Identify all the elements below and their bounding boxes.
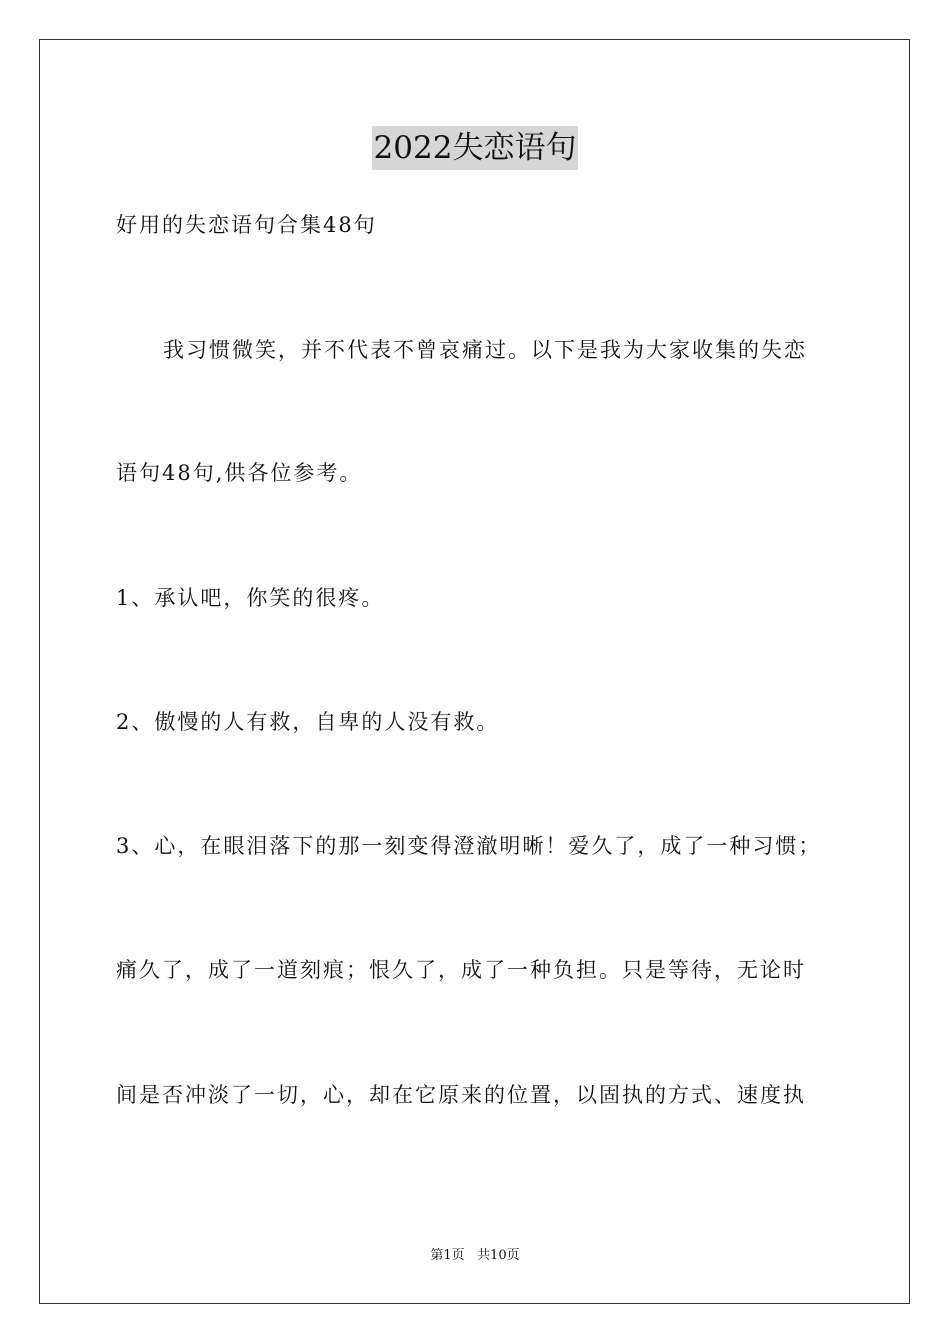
list-item-2: 2、傲慢的人有救，自卑的人没有救。 [116,710,500,734]
paragraph-line-intro: 我习惯微笑，并不代表不曾哀痛过。以下是我为大家收集的失恋 [163,338,807,362]
document-title: 2022失恋语句 [372,126,579,170]
list-item-3-cont-1: 痛久了，成了一道刻痕；恨久了，成了一种负担。只是等待，无论时 [116,958,806,982]
list-item-3: 3、心，在眼泪落下的那一刻变得澄澈明晰！爱久了，成了一种习惯； [116,834,822,858]
title-container [0,126,950,170]
page-number-footer: 第1页 共10页 [430,1248,520,1263]
paragraph-line-intro-cont: 语句48句,供各位参考。 [116,461,363,485]
list-item-3-cont-2: 间是否冲淡了一切，心，却在它原来的位置，以固执的方式、速度执 [116,1083,806,1107]
document-subtitle: 好用的失恋语句合集48句 [116,213,377,237]
list-item-1: 1、承认吧，你笑的很疼。 [116,586,385,610]
